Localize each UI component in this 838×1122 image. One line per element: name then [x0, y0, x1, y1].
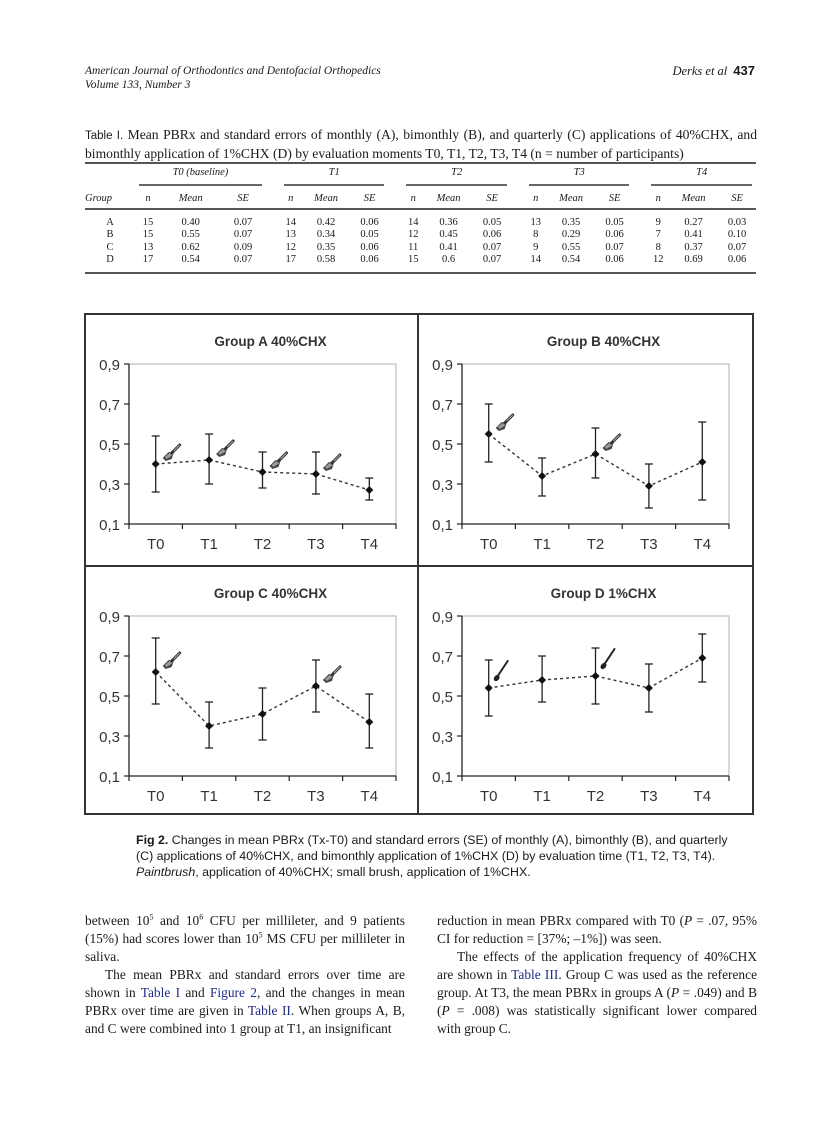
small-brush-icon [599, 649, 614, 670]
table-row [85, 254, 756, 274]
x-tick-label: T3 [640, 536, 658, 553]
data-point-marker [592, 672, 600, 680]
data-point-marker [485, 684, 493, 692]
x-tick-label: T4 [360, 788, 379, 805]
page-number: 437 [733, 63, 755, 78]
table-header-cell: n [135, 188, 161, 209]
panel-divider-vertical [417, 315, 419, 813]
table-cell: 0.07 [233, 229, 253, 241]
table-header-time: T0 (baseline) [135, 163, 266, 188]
link-table-2[interactable]: Table II [247, 1003, 291, 1018]
y-tick-label: 0,7 [99, 649, 120, 666]
chart-title: Group A 40%CHX [214, 334, 327, 349]
table-header-groups [85, 163, 756, 188]
x-tick-label: T2 [253, 536, 272, 553]
x-tick-label: T1 [533, 536, 551, 553]
x-tick-label: T4 [360, 536, 379, 553]
table-cell: 11 [408, 241, 419, 253]
x-tick-label: T2 [586, 536, 605, 553]
table-cell-group: C [106, 241, 114, 253]
paintbrush-icon [163, 653, 180, 669]
table-cell: 0.06 [482, 229, 502, 241]
table-cell: 13 [142, 241, 154, 253]
data-point-marker [645, 684, 653, 692]
table-cell: 17 [285, 254, 296, 266]
table-cell: 7 [655, 229, 661, 241]
paintbrush-icon [163, 445, 180, 461]
table-cell: 14 [285, 216, 296, 228]
x-tick-label: T1 [200, 788, 218, 805]
table-row [85, 209, 756, 229]
table-header-cell: SE [596, 188, 634, 209]
chart-group-a [86, 315, 419, 566]
body-column-left [85, 912, 405, 1038]
table-cell: 0.36 [439, 216, 458, 228]
table-cell: 0.06 [360, 254, 379, 266]
table-cell: 0.6 [442, 254, 456, 266]
table-cell: 15 [142, 229, 154, 241]
table-cell: 0.05 [360, 229, 379, 241]
x-tick-label: T0 [479, 536, 498, 553]
paintbrush-icon [270, 453, 287, 469]
x-tick-label: T3 [307, 788, 325, 805]
table-cell: 0.27 [684, 216, 703, 228]
data-point-marker [152, 460, 160, 468]
plot-area [129, 364, 396, 524]
table-cell: 0.54 [181, 254, 200, 266]
table-cell: 8 [533, 229, 539, 241]
y-tick-label: 0,1 [99, 517, 120, 534]
table-cell: 0.07 [727, 241, 747, 253]
table-header-cell: n [280, 188, 302, 209]
paintbrush-icon [496, 415, 513, 431]
table-cell: 0.69 [684, 254, 703, 266]
table-row [85, 241, 756, 254]
table-cell: 0.41 [684, 229, 703, 241]
table-cell: 12 [652, 254, 664, 266]
table-header-time: T4 [647, 163, 756, 188]
data-point-marker [205, 456, 213, 464]
table-cell: 9 [533, 241, 539, 253]
results-table [85, 162, 756, 274]
table-header-cell: n [525, 188, 547, 209]
table-row [85, 229, 756, 242]
table-cell: 0.07 [233, 254, 253, 266]
table-header-cell: SE [351, 188, 389, 209]
paintbrush-icon [603, 435, 620, 451]
authors: Derks et al [672, 64, 728, 78]
data-point-marker [365, 718, 373, 726]
paragraph: between $10^5$ and $10^6$ CFU per millileter, and 9 patients (15%) had scores lower than $10^5$ MS CFU per millileter in saliva. [85, 912, 405, 964]
table-cell: 0.55 [181, 229, 200, 241]
table-cell: 0.58 [316, 254, 336, 266]
table-cell: 0.35 [316, 241, 336, 253]
table-cell-group: B [106, 229, 114, 241]
y-tick-label: 0,3 [99, 477, 120, 494]
figure-label: Fig 2. [136, 833, 169, 847]
y-tick-label: 0,9 [99, 357, 120, 374]
table-header-group: Group [85, 188, 135, 209]
x-tick-label: T3 [640, 788, 658, 805]
y-tick-label: 0,7 [432, 397, 453, 414]
figure-caption-text: Changes in mean PBRx (Tx-T0) and standard errors (SE) of monthly (A), bimonthly (B), and quarterly (C) applications of 40%CHX, and bimonthly application of 1%CHX (D) by evaluation time (T1, T2, T3, T4). [136, 833, 728, 863]
figure-2 [84, 313, 754, 815]
table-header-cell: Mean [161, 188, 220, 209]
table-cell: 15 [407, 254, 419, 266]
table-header-cell: n [402, 188, 424, 209]
data-point-marker [592, 450, 600, 458]
table-cell: 0.09 [233, 241, 253, 253]
figure-caption-text-end: , application of 40%CHX; small brush, application of 1%CHX. [195, 865, 531, 879]
table-cell: 0.29 [561, 229, 581, 241]
y-tick-label: 0,5 [99, 689, 120, 706]
table-cell: 15 [142, 216, 154, 228]
table-cell: 14 [530, 254, 541, 266]
paragraph: reduction in mean PBRx compared with T0 (P = .07, 95% CI for reduction = [37%; –1%]) was seen. [437, 913, 757, 946]
table-cell: 12 [285, 241, 296, 253]
paintbrush-icon [323, 667, 340, 683]
table-cell: 0.10 [727, 229, 747, 241]
page-info [672, 64, 755, 78]
table-header-cell: SE [473, 188, 511, 209]
y-tick-label: 0,9 [432, 357, 453, 374]
table-header-cell: n [647, 188, 669, 209]
table-cell-group: A [106, 216, 114, 228]
table-header-cell: Mean [669, 188, 718, 209]
table-cell: 0.06 [360, 241, 379, 253]
chart-group-c [86, 567, 419, 818]
link-figure-2[interactable]: Figure 2 [209, 985, 257, 1000]
table-header-cell: Mean [301, 188, 350, 209]
table-cell: 0.05 [482, 216, 502, 228]
table-cell: 0.06 [605, 229, 624, 241]
data-point-marker [152, 668, 160, 676]
data-point-marker [645, 482, 653, 490]
paragraph: The effects of the application frequency of 40%CHX are shown in Table III. Group C was used as the reference group. At T3, the mean PBRx in groups A (P = .049) and B (P = .008) was statistically significant lower compared with group C. [437, 949, 758, 1036]
table-cell: 0.55 [561, 241, 581, 253]
table-cell: 0.40 [181, 216, 200, 228]
table-cell: 0.42 [316, 216, 336, 228]
table-cell-group: D [106, 254, 114, 266]
table-cell: 13 [530, 216, 541, 228]
table-header-cell: Mean [546, 188, 595, 209]
link-table-3[interactable]: Table III [511, 967, 559, 982]
paragraph: The mean PBRx and standard errors over time are shown in Table I and Figure 2, and the changes in mean PBRx over time are given in Table II. When groups A, B, and C were combined into 1 group at T1, an insignificant [85, 967, 405, 1036]
running-head [85, 64, 755, 92]
figure-caption [136, 832, 736, 880]
paintbrush-icon [323, 455, 340, 471]
data-point-marker [259, 468, 267, 476]
data-point-marker [205, 722, 213, 730]
data-point-marker [312, 470, 320, 478]
y-tick-label: 0,5 [432, 437, 453, 454]
y-tick-label: 0,1 [99, 769, 120, 786]
table-cell: 0.34 [316, 229, 336, 241]
y-tick-label: 0,7 [99, 397, 120, 414]
table-cell: 14 [407, 216, 419, 228]
table-header-time: T1 [280, 163, 389, 188]
data-point-marker [698, 458, 706, 466]
chart-panel-group-c [86, 567, 419, 818]
y-tick-label: 0,7 [432, 649, 453, 666]
chart-panel-group-d [419, 567, 752, 818]
x-tick-label: T1 [200, 536, 218, 553]
x-tick-label: T0 [146, 788, 165, 805]
x-tick-label: T2 [586, 788, 605, 805]
x-tick-label: T1 [533, 788, 551, 805]
table-cell: 0.03 [727, 216, 747, 228]
y-tick-label: 0,9 [99, 609, 120, 626]
table-cell: 0.07 [482, 254, 502, 266]
table-cell: 0.07 [233, 216, 253, 228]
x-tick-label: T4 [693, 536, 712, 553]
journal-title: American Journal of Orthodontics and Dentofacial Orthopedics [85, 65, 381, 77]
chart-group-b [419, 315, 752, 566]
y-tick-label: 0,1 [432, 769, 453, 786]
table-caption-text: Mean PBRx and standard errors of monthly (A), bimonthly (B), and quarterly (C) applications of 40%CHX, and bimonthly application of 1%CHX (D) by evaluation moments T0, T1, T2, T3, T4 (n = number of participants) [85, 127, 757, 161]
table-cell: 0.06 [605, 254, 624, 266]
table-header-time: T3 [525, 163, 634, 188]
y-tick-label: 0,5 [99, 437, 120, 454]
table-header-cell: SE [718, 188, 756, 209]
x-tick-label: T0 [479, 788, 498, 805]
y-tick-label: 0,9 [432, 609, 453, 626]
x-tick-label: T0 [146, 536, 165, 553]
table-header-cell: SE [220, 188, 266, 209]
table-header-time: T2 [402, 163, 511, 188]
link-table-1[interactable]: Table I [140, 985, 181, 1000]
table-cell: 0.06 [360, 216, 379, 228]
chart-panel-group-b [419, 315, 752, 566]
small-brush-icon [493, 661, 508, 682]
table-cell: 0.45 [439, 229, 458, 241]
y-tick-label: 0,3 [432, 477, 453, 494]
x-tick-label: T3 [307, 536, 325, 553]
data-point-marker [485, 430, 493, 438]
data-point-marker [365, 486, 373, 494]
table-cell: 0.35 [561, 216, 581, 228]
panel-divider-horizontal [86, 565, 752, 567]
data-point-marker [312, 682, 320, 690]
table-header-cell: Mean [424, 188, 473, 209]
body-column-right [437, 912, 757, 1038]
y-tick-label: 0,3 [432, 729, 453, 746]
table-cell: 0.05 [605, 216, 624, 228]
data-point-marker [538, 676, 546, 684]
table-caption [85, 126, 757, 162]
table-cell: 0.37 [684, 241, 703, 253]
table-cell: 17 [142, 254, 154, 266]
chart-title: Group B 40%CHX [546, 334, 661, 349]
table-cell: 13 [285, 229, 296, 241]
table-cell: 0.07 [482, 241, 502, 253]
x-tick-label: T2 [253, 788, 272, 805]
chart-group-d [419, 567, 752, 818]
y-tick-label: 0,3 [99, 729, 120, 746]
figure-caption-italic: Paintbrush [136, 865, 196, 879]
table-header-columns [85, 188, 756, 209]
chart-title: Group C 40%CHX [213, 586, 328, 601]
table-cell: 0.41 [439, 241, 458, 253]
table-cell: 0.06 [727, 254, 747, 266]
paintbrush-icon [216, 441, 233, 457]
table-cell: 9 [655, 216, 661, 228]
data-point-marker [259, 710, 267, 718]
table-cell: 0.62 [181, 241, 200, 253]
y-tick-label: 0,1 [432, 517, 453, 534]
data-point-marker [538, 472, 546, 480]
table-cell: 8 [655, 241, 661, 253]
data-point-marker [698, 654, 706, 662]
y-tick-label: 0,5 [432, 689, 453, 706]
journal-volume: Volume 133, Number 3 [85, 79, 191, 91]
table-cell: 0.07 [605, 241, 624, 253]
chart-panel-group-a [86, 315, 419, 566]
table-cell: 0.54 [561, 254, 581, 266]
chart-title: Group D 1%CHX [550, 586, 657, 601]
table-cell: 12 [407, 229, 419, 241]
table-label: Table I. [85, 130, 124, 142]
x-tick-label: T4 [693, 788, 712, 805]
